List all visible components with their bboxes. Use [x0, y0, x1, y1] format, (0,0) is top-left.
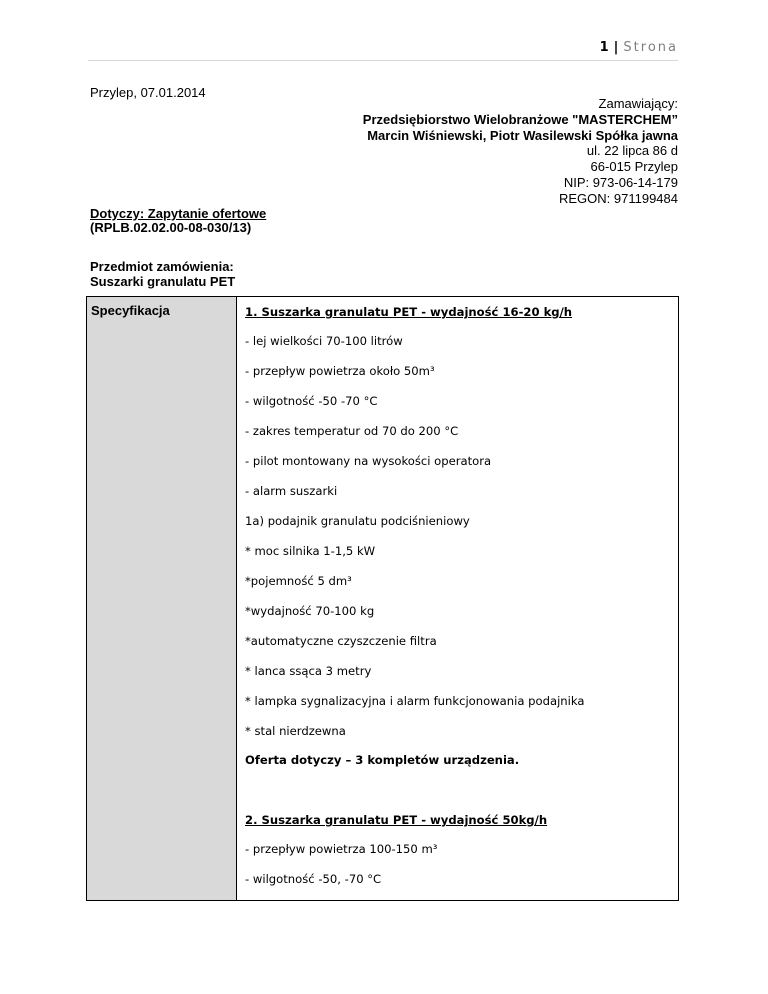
reference-code: (RPLB.02.02.00-08-030/13): [90, 220, 252, 235]
reference-block: [90, 207, 266, 235]
client-regon: REGON: 971199484: [559, 190, 678, 206]
date-line: Przylep, 07.01.2014: [90, 85, 206, 100]
subject-label: Przedmiot zamówienia:: [90, 259, 234, 274]
client-company-line2: Marcin Wiśniewski, Piotr Wasilewski Spółka jawna: [367, 127, 678, 143]
spec-line: * moc silnika 1-1,5 kW: [245, 544, 376, 558]
spec-line: 1a) podajnik granulatu podciśnieniowy: [245, 514, 470, 528]
spec-line: *automatyczne czyszczenie filtra: [245, 634, 437, 648]
spec-line: *pojemność 5 dm³: [245, 574, 352, 588]
client-city: 66-015 Przylep: [590, 159, 678, 175]
client-label: Zamawiający:: [598, 96, 678, 111]
specification-table: [86, 296, 679, 901]
client-company-line1: Przedsiębiorstwo Wielobranżowe "MASTERCHEM”: [362, 111, 678, 127]
client-street: ul. 22 lipca 86 d: [586, 143, 678, 159]
specification-label: Specyfikacja: [91, 303, 170, 318]
specification-label-cell: [87, 297, 237, 900]
spec-line: - alarm suszarki: [245, 484, 338, 498]
page-number-separator: |: [613, 40, 621, 55]
header-divider: [88, 60, 678, 61]
spec-line: *wydajność 70-100 kg: [245, 604, 375, 618]
page-number: 1: [599, 40, 611, 55]
spec-line: * lampka sygnalizacyjna i alarm funkcjonowania podajnika: [245, 694, 585, 708]
spec-line: - zakres temperatur od 70 do 200 °C: [245, 424, 459, 438]
subject-value: Suszarki granulatu PET: [90, 273, 236, 289]
spec-line: * lanca ssąca 3 metry: [245, 664, 372, 678]
spec-item-heading: 1. Suszarka granulatu PET - wydajność 16-20 kg/h: [245, 305, 573, 319]
spec-line: - pilot montowany na wysokości operatora: [245, 454, 492, 468]
spec-line: - wilgotność -50, -70 °C: [245, 872, 382, 886]
specification-content-cell: [237, 297, 678, 900]
spec-line: * stal nierdzewna: [245, 724, 346, 738]
spec-line: - lej wielkości 70-100 litrów: [245, 334, 403, 348]
page-number-header: [600, 40, 678, 55]
spec-item-heading: 2. Suszarka granulatu PET - wydajność 50kg/h: [245, 813, 548, 827]
spec-line: - wilgotność -50 -70 °C: [245, 394, 378, 408]
client-block: [363, 96, 678, 207]
page-word: Strona: [623, 40, 678, 55]
spec-line: - przepływ powietrza około 50m³: [245, 364, 435, 378]
client-nip: NIP: 973-06-14-179: [563, 174, 678, 190]
reference-title: Dotyczy: Zapytanie ofertowe: [90, 206, 267, 221]
subject-block: [90, 260, 235, 289]
spec-offer-note: Oferta dotyczy – 3 kompletów urządzenia.: [245, 753, 520, 767]
spec-line: - przepływ powietrza 100-150 m³: [245, 842, 438, 856]
